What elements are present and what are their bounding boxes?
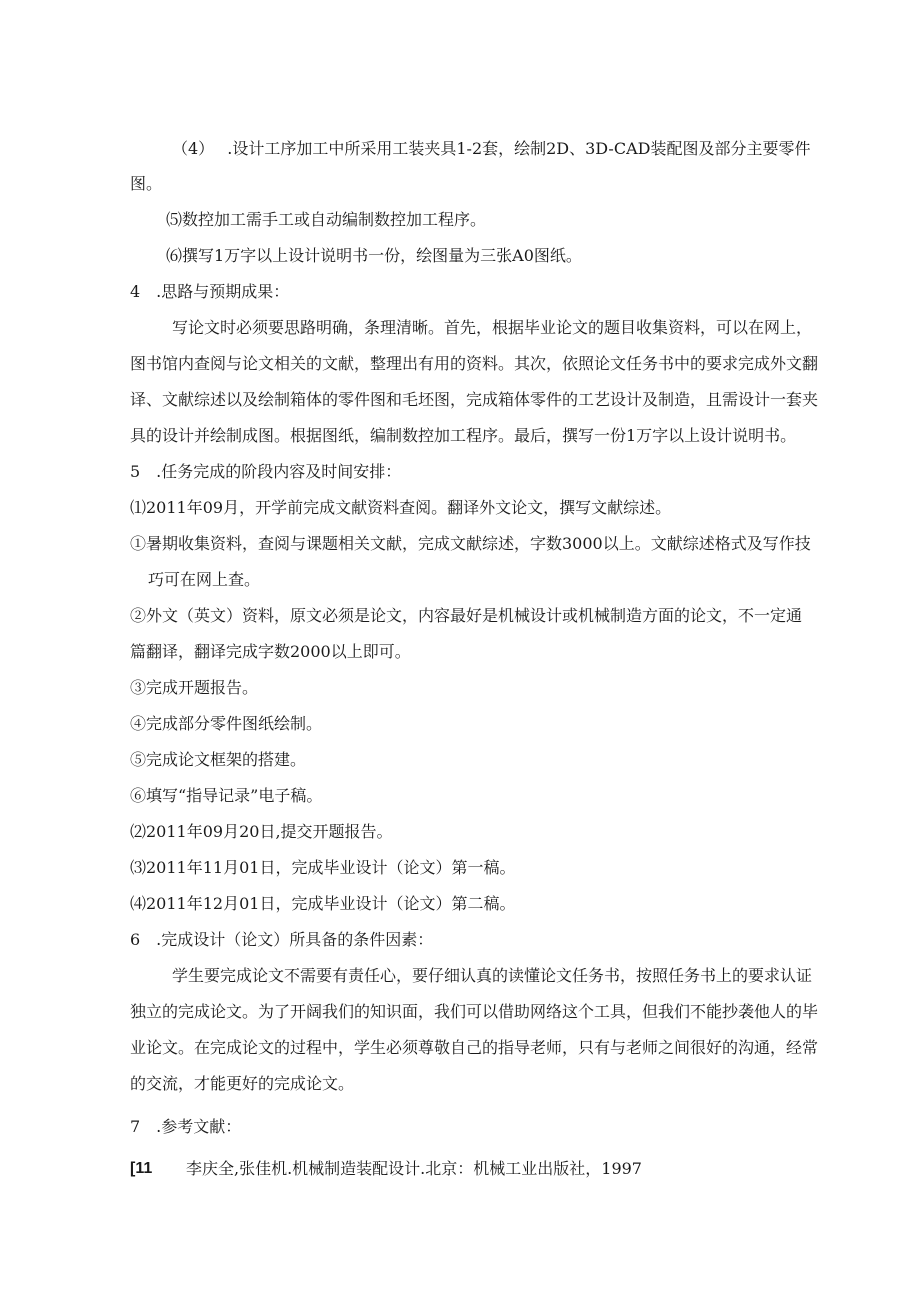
subtask-6: ⑥填写“指导记录”电子稿。 (130, 786, 323, 805)
subtask-1: ①暑期收集资料，查阅与课题相关文献，完成文献综述，字数3000以上。文献综述格式及写作技 (130, 534, 811, 553)
section-6-para-line: 学生要完成论文不需要有责任心，要仔细认真的读懂论文任务书，按照任务书上的要求认证 (172, 966, 813, 985)
section-6-para-line: 的交流，才能更好的完成论文。 (130, 1074, 355, 1093)
reference-entry: 李庆全,张佳机.机械制造装配设计.北京：机械工业出版社，1997 (186, 1159, 642, 1178)
schedule-item-3: ⑶2011年11月01日，完成毕业设计（论文）第一稿。 (130, 858, 516, 877)
subtask-3: ③完成开题报告。 (130, 678, 259, 697)
subtask-5: ⑤完成论文框架的搭建。 (130, 750, 307, 769)
section-4-para-line: 写论文时必须要思路明确，条理清晰。首先，根据毕业论文的题目收集资料，可以在网上， (172, 318, 813, 337)
reference-marker: [11 (130, 1160, 153, 1177)
section-6-heading: 6 .完成设计（论文）所具备的条件因素： (130, 930, 434, 949)
subtask-1-cont: 巧可在网上查。 (148, 570, 261, 589)
schedule-item-1: ⑴2011年09月，开学前完成文献资料查阅。翻译外文论文，撰写文献综述。 (130, 498, 672, 517)
section-4-para-line: 译、文献综述以及绘制箱体的零件图和毛坯图，完成箱体零件的工艺设计及制造，且需设计一套夹 (130, 390, 819, 409)
schedule-item-4: ⑷2011年12月01日，完成毕业设计（论文）第二稿。 (130, 894, 516, 913)
subtask-2-cont: 篇翻译，翻译完成字数2000以上即可。 (130, 642, 411, 661)
item-5-text: ⑸数控加工需手工或自动编制数控加工程序。 (166, 210, 487, 229)
item-4-text: （4） .设计工序加工中所采用工装夹具1-2套，绘制2D、3D-CAD装配图及部分主要零件 (172, 139, 811, 158)
section-7-heading: 7 .参考文献： (130, 1117, 242, 1136)
section-4-para-line: 图书馆内查阅与论文相关的文献，整理出有用的资料。其次，依照论文任务书中的要求完成外文翻 (130, 354, 819, 373)
schedule-item-2: ⑵2011年09月20日,提交开题报告。 (130, 822, 393, 841)
section-4-heading: 4 .思路与预期成果： (130, 282, 290, 301)
subtask-2: ②外文（英文）资料，原文必须是论文，内容最好是机械设计或机械制造方面的论文，不一定通 (130, 606, 803, 625)
section-5-heading: 5 .任务完成的阶段内容及时间安排： (130, 462, 402, 481)
subtask-4: ④完成部分零件图纸绘制。 (130, 714, 323, 733)
item-6-text: ⑹撰写1万字以上设计说明书一份，绘图量为三张A0图纸。 (166, 246, 582, 265)
section-6-para-line: 业论文。在完成论文的过程中，学生必须尊敬自己的指导老师，只有与老师之间很好的沟通，经常 (130, 1038, 819, 1057)
section-4-para-line: 具的设计并绘制成图。根据图纸，编制数控加工程序。最后，撰写一份1万字以上设计说明书。 (130, 426, 797, 445)
section-6-para-line: 独立的完成论文。为了开阔我们的知识面，我们可以借助网络这个工具，但我们不能抄袭他人的毕 (130, 1002, 819, 1021)
item-4-text-cont: 图。 (130, 174, 163, 193)
